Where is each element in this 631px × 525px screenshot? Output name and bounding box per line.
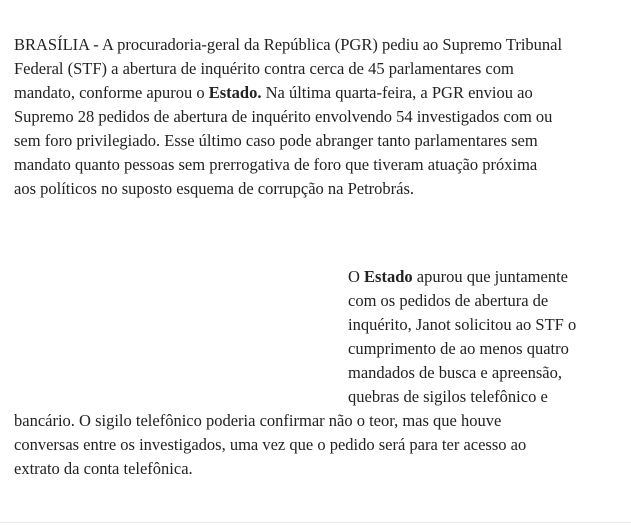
line-text: apurou que juntamente	[412, 267, 568, 286]
line-text: O	[348, 267, 365, 286]
paragraph-line: com os pedidos de abertura de	[348, 291, 549, 310]
newspaper-name-bold: Estado.	[208, 83, 262, 102]
paragraph-line: BRASÍLIA - A procuradoria-geral da República (PGR) pediu ao Supremo Tribunal	[14, 35, 563, 54]
line-text: Na última quarta-feira, a PGR enviou ao	[261, 83, 533, 102]
article-paragraph-2	[14, 265, 576, 481]
paragraph-line: extrato da conta telefônica.	[14, 459, 193, 478]
newspaper-name-bold: Estado	[364, 267, 413, 286]
bottom-divider	[0, 522, 631, 523]
paragraph-line: cumprimento de ao menos quatro	[348, 339, 569, 358]
article-paragraph-1	[14, 33, 562, 201]
paragraph-line: Supremo 28 pedidos de abertura de inquérito envolvendo 54 investigados com ou	[14, 107, 553, 126]
paragraph-line: Federal (STF) a abertura de inquérito contra cerca de 45 parlamentares com	[14, 59, 514, 78]
paragraph-line: aos políticos no suposto esquema de corrupção na Petrobrás.	[14, 179, 415, 198]
paragraph-line: conversas entre os investigados, uma vez que o pedido será para ter acesso ao	[14, 435, 527, 454]
line-text: mandato, conforme apurou o	[14, 83, 209, 102]
paragraph-line: quebras de sigilos telefônico e	[348, 387, 548, 406]
paragraph-line: mandato quanto pessoas sem prerrogativa de foro que tiveram atuação próxima	[14, 155, 538, 174]
paragraph-line: bancário. O sigilo telefônico poderia confirmar não o teor, mas que houve	[14, 411, 502, 430]
paragraph-line	[14, 265, 576, 289]
paragraph-line: mandados de busca e apreensão,	[348, 363, 562, 382]
paragraph-line: inquérito, Janot solicitou ao STF o	[348, 315, 577, 334]
paragraph-line	[14, 81, 562, 105]
paragraph-line: sem foro privilegiado. Esse último caso pode abranger tanto parlamentares sem	[14, 131, 538, 150]
